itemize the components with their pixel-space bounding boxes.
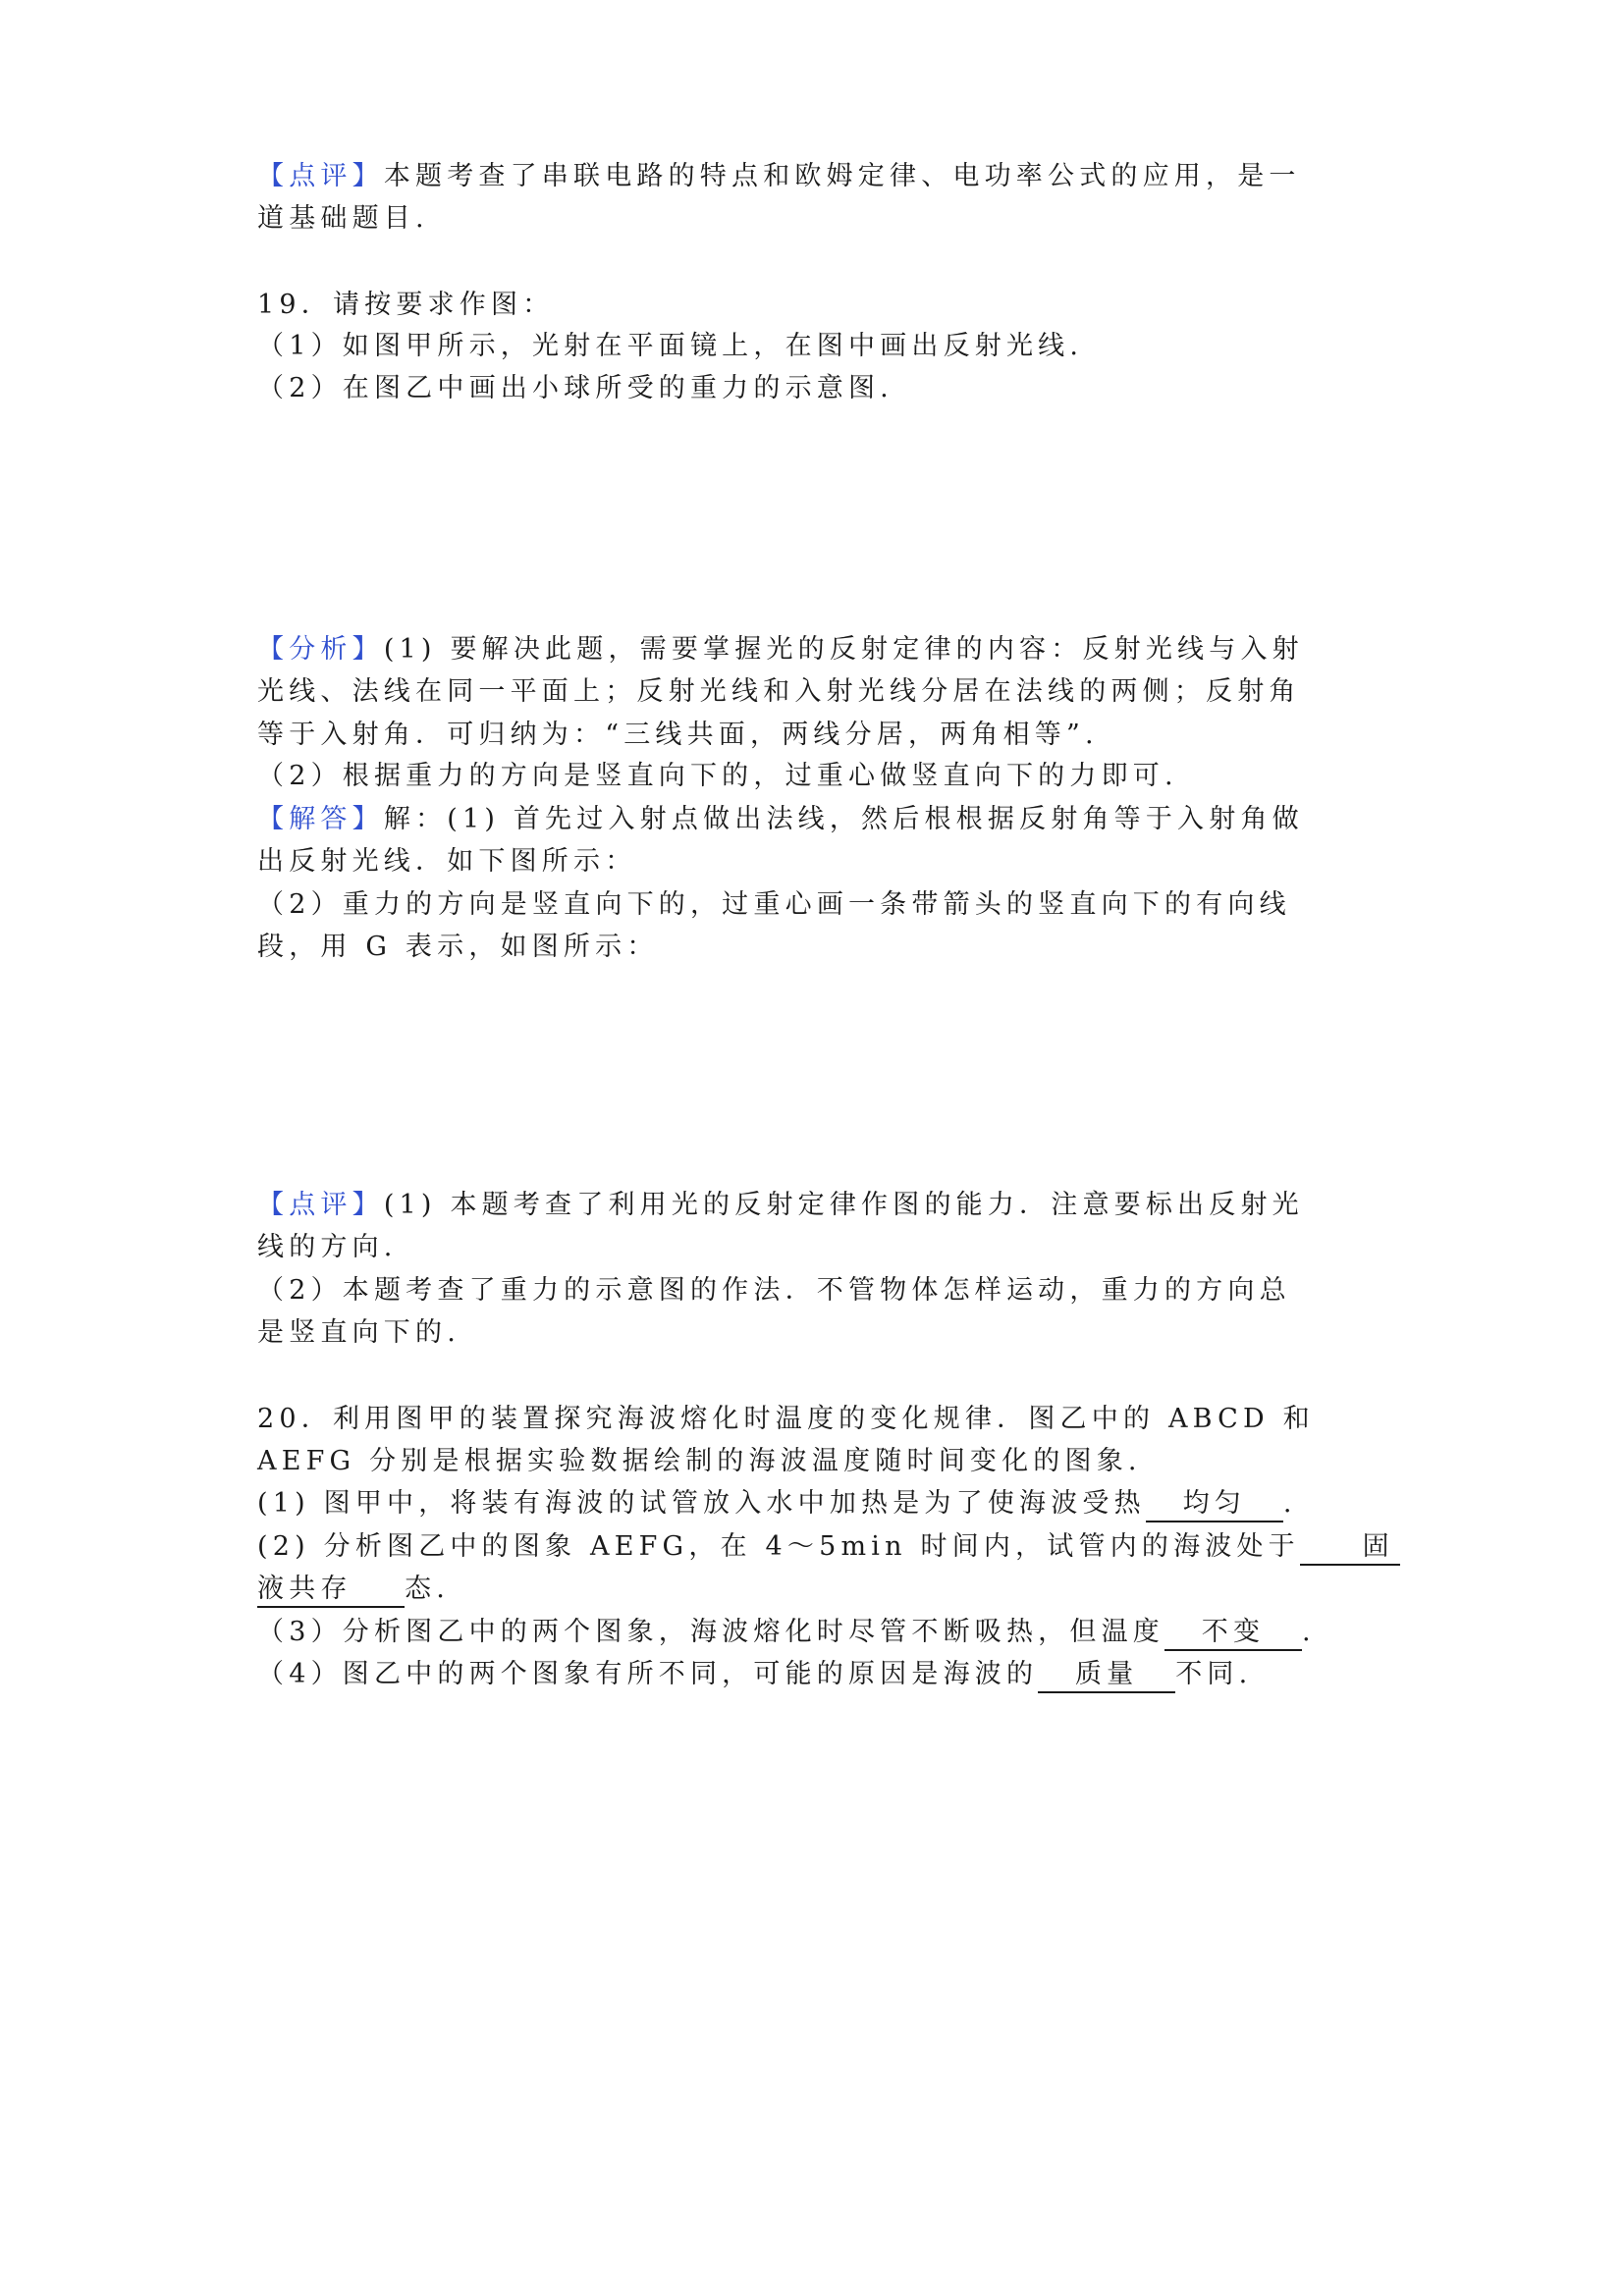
analysis-text: (1) 要解决此题，需要掌握光的反射定律的内容：反射光线与入射 <box>383 634 1304 665</box>
answer-blank: 均匀 <box>1146 1487 1283 1522</box>
review-text: (1) 本题考查了利用光的反射定律作图的能力．注意要标出反射光 <box>383 1190 1304 1220</box>
analysis-line-4: （2）根据重力的方向是竖直向下的，过重心做竖直向下的力即可. <box>257 761 1178 791</box>
q20-sub-4 <box>257 1655 1252 1694</box>
sub-question-text: （4）图乙中的两个图象有所不同，可能的原因是海波的 <box>257 1659 1039 1689</box>
answer-line-4: 段，用 G 表示，如图所示： <box>257 932 659 962</box>
q20-sub-2 <box>257 1527 1400 1567</box>
review-2-line-3: （2）本题考查了重力的示意图的作法．不管物体怎样运动，重力的方向总 <box>257 1275 1291 1306</box>
answer-tag: 【解答】 <box>257 804 384 834</box>
sub-question-text: （3）分析图乙中的两个图象，海波熔化时尽管不断吸热，但温度 <box>257 1617 1164 1647</box>
analysis-line-2: 光线、法线在同一平面上；反射光线和入射光线分居在法线的两侧；反射角 <box>257 676 1301 707</box>
review-2-line-1 <box>257 1186 1304 1225</box>
review-2-line-4: 是竖直向下的. <box>257 1317 460 1348</box>
q19-title: 19．请按要求作图： <box>257 290 555 320</box>
q20-line-1: 20．利用图甲的装置探究海波熔化时温度的变化规律．图乙中的 ABCD 和 <box>257 1404 1315 1434</box>
sub-question-text: (1) 图甲中，将装有海波的试管放入水中加热是为了使海波受热 <box>257 1488 1146 1519</box>
q19-item-1: （1）如图甲所示，光射在平面镜上，在图中画出反射光线. <box>257 331 1084 361</box>
answer-blank: 质量 <box>1038 1658 1175 1693</box>
analysis-line-3: 等于入射角．可归纳为：“三线共面，两线分居，两角相等”. <box>257 720 1099 750</box>
review-tag: 【点评】 <box>257 1190 384 1220</box>
analysis-tag: 【分析】 <box>257 634 384 665</box>
q20-sub-2-cont <box>257 1570 450 1609</box>
sub-question-text: (2) 分析图乙中的图象 AEFG，在 4～5min 时间内，试管内的海波处于 <box>257 1531 1300 1562</box>
answer-blank: 固 <box>1300 1530 1400 1566</box>
answer-line-3: （2）重力的方向是竖直向下的，过重心画一条带箭头的竖直向下的有向线 <box>257 889 1291 920</box>
q20-line-2: AEFG 分别是根据实验数据绘制的海波温度随时间变化的图象. <box>257 1446 1142 1476</box>
sub-question-end: 态. <box>405 1574 450 1604</box>
review-1-line-2: 道基础题目. <box>257 203 429 234</box>
answer-line-1 <box>257 800 1304 839</box>
answer-blank: 不变 <box>1164 1616 1302 1651</box>
q20-sub-3 <box>257 1613 1316 1652</box>
review-2-line-2: 线的方向. <box>257 1232 398 1262</box>
answer-text: 解：(1) 首先过入射点做出法线，然后根根据反射角等于入射角做 <box>383 804 1304 834</box>
q20-sub-1 <box>257 1484 1297 1523</box>
answer-blank: 液共存 <box>257 1573 405 1608</box>
review-text: 本题考查了串联电路的特点和欧姆定律、电功率公式的应用，是一 <box>383 161 1301 191</box>
sub-question-end: . <box>1301 1617 1316 1647</box>
sub-question-end: 不同. <box>1175 1659 1253 1689</box>
review-1-line-1 <box>257 157 1301 196</box>
review-tag: 【点评】 <box>257 161 384 191</box>
answer-line-2: 出反射光线．如下图所示： <box>257 846 637 877</box>
analysis-line-1 <box>257 630 1304 669</box>
sub-question-end: . <box>1282 1488 1297 1519</box>
q19-item-2: （2）在图乙中画出小球所受的重力的示意图. <box>257 373 893 403</box>
